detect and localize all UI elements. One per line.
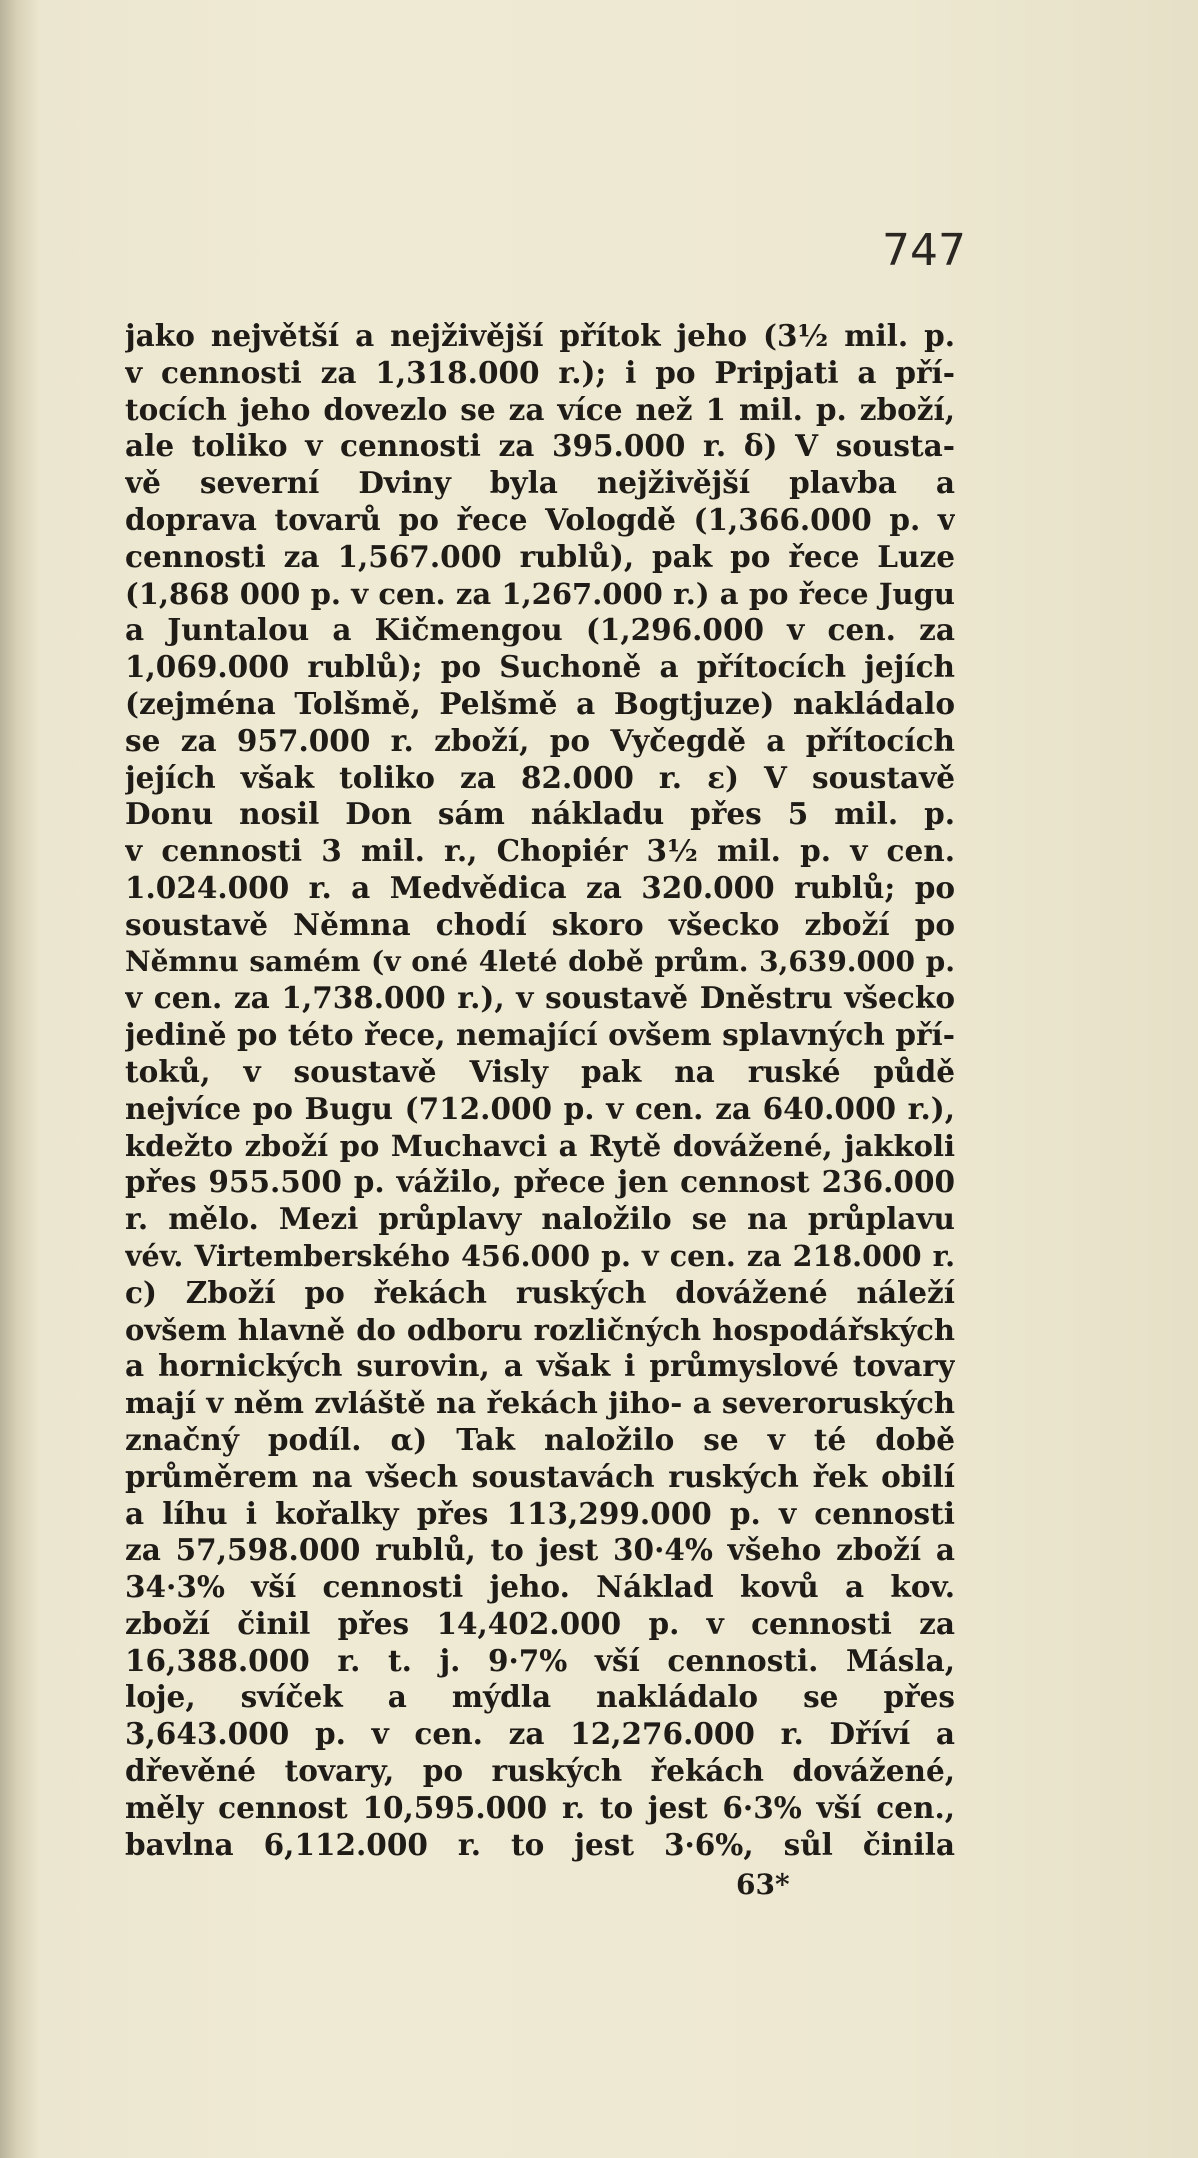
text-line: 3,643.000 p. v cen. za 12,276.000 r. Dříví a [125, 1716, 955, 1752]
text-line: ale toliko v cennosti za 395.000 r. δ) V sousta- [125, 428, 955, 464]
text-line: r. mělo. Mezi průplavy naložilo se na průplavu [125, 1201, 955, 1237]
text-line: kdežto zboží po Muchavci a Rytě dovážené, jakkoli [125, 1128, 955, 1163]
text-line: nejvíce po Bugu (712.000 p. v cen. za 640.000 r.), [125, 1090, 955, 1126]
text-line: značný podíl. α) Tak naložilo se v té době [125, 1421, 955, 1457]
text-line: a líhu i kořalky přes 113,299.000 p. v cennosti [125, 1495, 955, 1531]
text-line: v cennosti 3 mil. r., Chopiér 3½ mil. p. v cen. [125, 833, 955, 869]
text-line: doprava tovarů po řece Vologdě (1,366.000 p. v [125, 501, 955, 537]
text-line: dřevěné tovary, po ruských řekách dovážené, [125, 1753, 955, 1789]
text-line: ovšem hlavně do odboru rozličných hospodářských [125, 1312, 955, 1347]
text-line: mají v něm zvláště na řekách jiho- a severoruských [125, 1386, 955, 1421]
text-line: (1,868 000 p. v cen. za 1,267.000 r.) a po řece Jugu [125, 576, 955, 611]
text-line: loje, svíček a mýdla nakládalo se přes [125, 1679, 955, 1715]
text-line: soustavě Němna chodí skoro všecko zboží po [125, 906, 955, 942]
text-line: v cennosti za 1,318.000 r.); i po Pripjati a pří- [125, 354, 955, 390]
text-line: (zejména Tolšmě, Pelšmě a Bogtjuze) nakládalo [125, 685, 955, 721]
text-line: se za 957.000 r. zboží, po Vyčegdě a přítocích [125, 722, 955, 758]
text-line: Donu nosil Don sám nákladu přes 5 mil. p. [125, 796, 955, 832]
text-line: 1.024.000 r. a Medvědica za 320.000 rublů; po [125, 869, 955, 905]
text-line: tocích jeho dovezlo se za více než 1 mil. p. zboží, [125, 391, 955, 427]
text-line: a Juntalou a Kičmengou (1,296.000 v cen. za [125, 612, 955, 648]
text-line: měly cennost 10,595.000 r. to jest 6·3% vší cen., [125, 1789, 955, 1825]
text-line: v cen. za 1,738.000 r.), v soustavě Dněstru všecko [125, 980, 955, 1016]
text-line: 1,069.000 rublů); po Suchoně a přítocích jejích [125, 649, 955, 685]
text-line: jedině po této řece, nemající ovšem splavných pří- [125, 1017, 955, 1053]
text-line: jako největší a nejživější přítok jeho (3½ mil. p. [125, 318, 955, 353]
text-line: toků, v soustavě Visly pak na ruské půdě [125, 1053, 955, 1089]
page-number: 747 [882, 225, 966, 276]
text-line: průměrem na všech soustavách ruských řek obilí [125, 1458, 955, 1494]
text-line: 16,388.000 r. t. j. 9·7% vší cennosti. Másla, [125, 1642, 955, 1678]
body-text [125, 318, 955, 1863]
text-line: bavlna 6,112.000 r. to jest 3·6%, sůl činila [125, 1826, 955, 1862]
text-line: jejích však toliko za 82.000 r. ε) V soustavě [125, 759, 955, 795]
signature-mark: 63* [736, 1868, 790, 1901]
text-line: vév. Virtemberského 456.000 p. v cen. za 218.000 r. [125, 1238, 955, 1273]
text-line: 34·3% vší cennosti jeho. Náklad kovů a kov. [125, 1569, 955, 1605]
text-line: a hornických surovin, a však i průmyslové tovary [125, 1348, 955, 1384]
text-line: vě severní Dviny byla nejživější plavba a [125, 465, 955, 501]
text-line: c) Zboží po řekách ruských dovážené náleží [125, 1274, 955, 1310]
text-line: zboží činil přes 14,402.000 p. v cennosti za [125, 1605, 955, 1641]
text-line: Němnu samém (v oné 4leté době prům. 3,639.000 p. [125, 944, 955, 978]
text-line: přes 955.500 p. vážilo, přece jen cennost 236.000 [125, 1164, 955, 1200]
text-line: cennosti za 1,567.000 rublů), pak po řece Luze [125, 538, 955, 574]
text-line: za 57,598.000 rublů, to jest 30·4% všeho zboží a [125, 1532, 955, 1568]
